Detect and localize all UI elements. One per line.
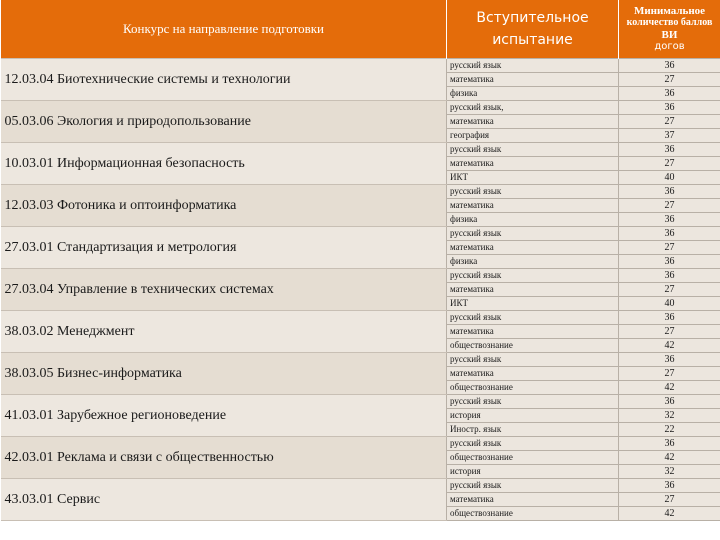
header-min-line2: количество баллов [626,17,713,28]
min-score: 22 [619,423,720,437]
program-name: 12.03.04 Биотехнические системы и технологии [1,59,447,101]
exam-subject: русский язык [447,395,619,409]
min-score: 36 [619,227,720,241]
program-name: 05.03.06 Экология и природопользование [1,101,447,143]
exam-subject: русский язык [447,143,619,157]
exam-subject: ИКТ [447,171,619,185]
program-name: 38.03.02 Менеджмент [1,311,447,353]
min-score: 40 [619,297,720,311]
min-score: 36 [619,437,720,451]
min-score: 36 [619,269,720,283]
program-name: 27.03.04 Управление в технических системах [1,269,447,311]
min-score: 32 [619,465,720,479]
header-min-score [619,0,720,59]
min-score: 36 [619,311,720,325]
min-score: 27 [619,73,720,87]
exam-subject: математика [447,241,619,255]
exam-subject: математика [447,367,619,381]
min-score: 32 [619,409,720,423]
program-name: 43.03.01 Сервис [1,479,447,521]
exam-subject: история [447,465,619,479]
exam-subject: история [447,409,619,423]
exam-subject: русский язык [447,59,619,73]
min-score: 27 [619,325,720,339]
exam-subject: русский язык [447,479,619,493]
table-row [1,185,720,199]
exam-subject: математика [447,325,619,339]
exam-subject: математика [447,157,619,171]
table-header-row [1,0,720,59]
exam-subject: русский язык [447,353,619,367]
exam-subject: русский язык [447,185,619,199]
table-row [1,395,720,409]
exam-subject: обществознание [447,507,619,521]
min-score: 42 [619,451,720,465]
exam-subject: география [447,129,619,143]
min-score: 27 [619,199,720,213]
table-body [1,59,720,521]
min-score: 36 [619,353,720,367]
table-row [1,59,720,73]
table-row [1,437,720,451]
exam-subject: русский язык [447,311,619,325]
min-score: 36 [619,185,720,199]
min-score: 27 [619,115,720,129]
exam-subject: русский язык [447,227,619,241]
exam-subject: обществознание [447,339,619,353]
min-score: 36 [619,213,720,227]
exam-subject: обществознание [447,381,619,395]
exam-subject: ИКТ [447,297,619,311]
table-row [1,479,720,493]
min-score: 36 [619,479,720,493]
program-name: 42.03.01 Реклама и связи с общественностью [1,437,447,479]
exam-subject: физика [447,87,619,101]
exam-subject: русский язык, [447,101,619,115]
min-score: 36 [619,59,720,73]
header-min-line4: догов [654,41,685,52]
program-name: 27.03.01 Стандартизация и метрология [1,227,447,269]
header-min-line3: ВИ [661,29,678,41]
min-score: 36 [619,101,720,115]
table-row [1,269,720,283]
min-score: 42 [619,507,720,521]
program-name: 10.03.01 Информационная безопасность [1,143,447,185]
table-row [1,143,720,157]
min-score: 36 [619,87,720,101]
min-score: 36 [619,255,720,269]
min-score: 42 [619,381,720,395]
program-name: 41.03.01 Зарубежное регионоведение [1,395,447,437]
exam-subject: математика [447,115,619,129]
program-name: 12.03.03 Фотоника и оптоинформатика [1,185,447,227]
exam-subject: русский язык [447,437,619,451]
min-score: 36 [619,143,720,157]
header-exam [447,0,619,59]
table-row [1,227,720,241]
min-score: 36 [619,395,720,409]
table-row [1,101,720,115]
min-score: 27 [619,283,720,297]
header-exam-line2: испытание [492,32,573,48]
header-program: Конкурс на направление подготовки [1,0,447,59]
exam-subject: математика [447,283,619,297]
header-exam-line1: Вступительное [476,10,589,26]
exam-subject: физика [447,255,619,269]
min-score: 27 [619,241,720,255]
program-name: 38.03.05 Бизнес-информатика [1,353,447,395]
min-score: 42 [619,339,720,353]
exam-subject: русский язык [447,269,619,283]
min-score: 37 [619,129,720,143]
exam-subject: обществознание [447,451,619,465]
header-min-line1: Минимальное [633,5,706,17]
min-score: 27 [619,367,720,381]
min-score: 40 [619,171,720,185]
exam-subject: математика [447,199,619,213]
min-score: 27 [619,493,720,507]
exam-subject: математика [447,493,619,507]
exam-subject: математика [447,73,619,87]
exam-subject: Иностр. язык [447,423,619,437]
table-row [1,311,720,325]
table-row [1,353,720,367]
exam-subject: физика [447,213,619,227]
min-score: 27 [619,157,720,171]
